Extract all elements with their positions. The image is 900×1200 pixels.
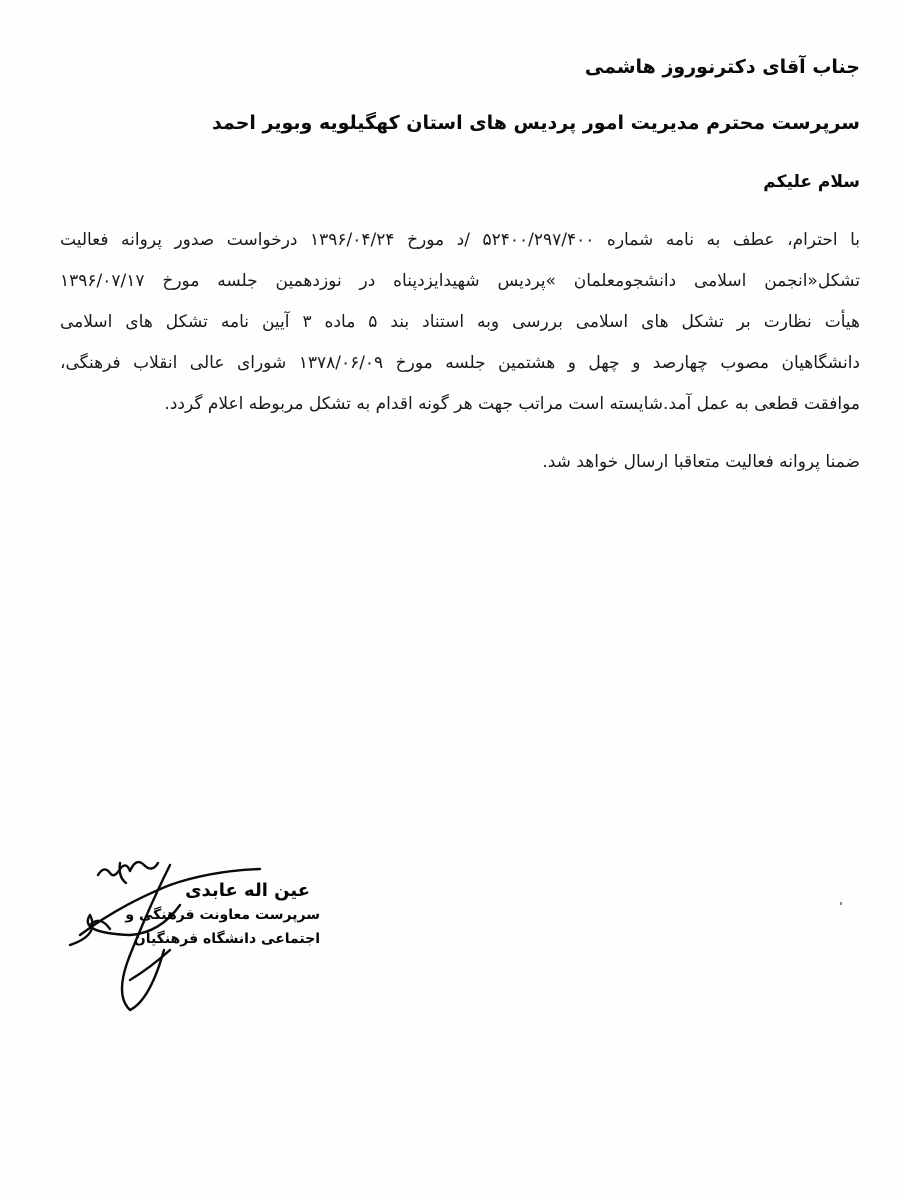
signatory-title-line2: اجتماعی دانشگاه فرهنگیان [133,931,320,947]
closing-note: ضمنا پروانه فعالیت متعاقبا ارسال خواهد شد. [542,452,860,472]
letter-body [60,220,860,425]
body-line: با احترام، عطف به نامه شماره ۵۲۴۰۰/۲۹۷/۴۰۰ /د مورخ ۱۳۹۶/۰۴/۲۴ درخواست صدور پروانه فعالیت [60,230,860,250]
body-line: هیأت نظارت بر تشکل های اسلامی بررسی وبه استناد بند ۵ ماده ۳ آیین نامه تشکل های اسلامی [60,312,861,332]
addressee-title: سرپرست محترم مدیریت امور پردیس های استان کهگیلویه وبویر احمد [212,112,860,134]
body-line: موافقت قطعی به عمل آمد.شایسته است مراتب جهت هر گونه اقدام به تشکل مربوطه اعلام گردد. [164,394,860,414]
body-line: دانشگاهیان مصوب چهارصد و چهل و هشتمین جلسه مورخ ۱۳۷۸/۰۶/۰۹ شورای عالی انقلاب فرهنگی، [60,353,860,373]
signatory-title-line1: سرپرست معاونت فرهنگی و [125,907,320,923]
addressee-name: جناب آقای دکترنوروز هاشمی [584,56,860,78]
scan-speck [840,902,842,905]
signature-block [60,845,330,1025]
signatory-name: عین اله عابدی [185,880,310,901]
body-line: تشکل«انجمن اسلامی دانشجومعلمان »پردیس شهیدایزدپناه در نوزدهمین جلسه مورخ ۱۳۹۶/۰۷/۱۷ [60,271,860,291]
salutation: سلام علیکم [763,172,860,192]
